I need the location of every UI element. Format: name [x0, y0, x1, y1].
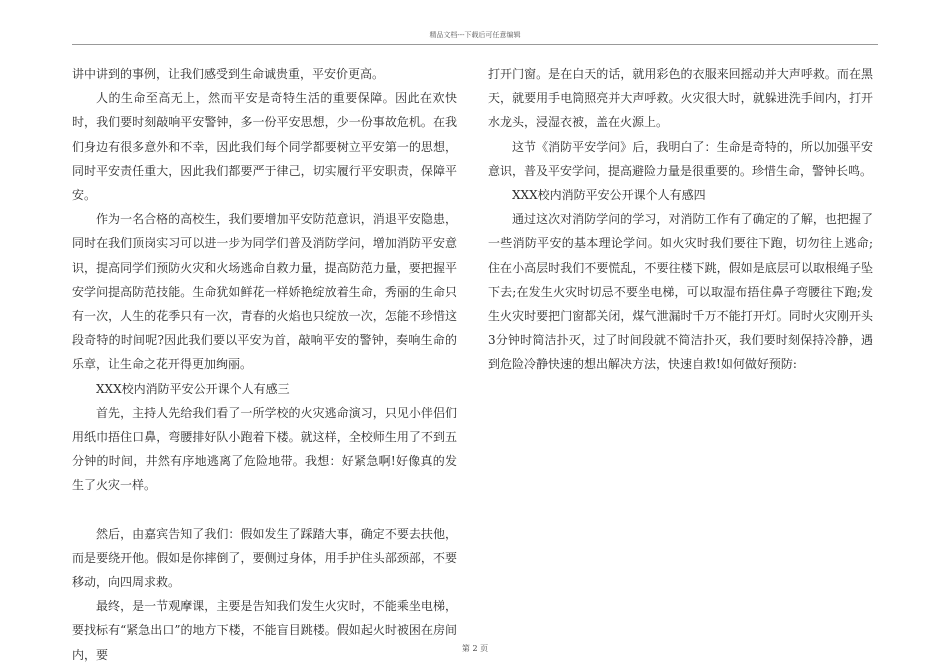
right-column — [488, 62, 873, 377]
header-divider — [72, 44, 878, 45]
paragraph: 讲中讲到的事例，让我们感受到生命诚贵重，平安价更高。 — [72, 67, 385, 81]
paragraph: 然后，由嘉宾告知了我们：假如发生了踩踏大事，确定不要去扶他，而是要绕开他。假如是你摔倒了，要侧过身体，用手护住头部颈部，不要移动，向四周求救。 — [72, 526, 457, 590]
paragraph: 最终，是一节观摩课，主要是告知我们发生火灾时，不能乘坐电梯，要找标有“紧急出口”的地方下楼，不能盲目跳楼。假如起火时被困在房间内，要 — [72, 599, 457, 662]
page-header: 精品文档---下载后可任意编辑 — [429, 31, 521, 39]
paragraph: 通过这次对消防学问的学习，对消防工作有了确定的了解，也把握了一些消防平安的基本理论学问。如火灾时我们要往下跑，切勿往上逃命;住在小高层时我们不要慌乱，不要往楼下跳，假如是底层可以取根绳子坠下去;在发生火灾时切忌不要坐电梯，可以取湿布捂住鼻子弯腰往下跑;发生火灾时要把门窗都关闭，煤气泄漏时千万不能打开灯。同时火灾刚开头3分钟时简洁扑灭，过了时间段就不简洁扑灭，我们要时刻保持冷静，遇到危险冷静快速的想出解决方法，快速自救!如何做好预防: — [488, 212, 873, 372]
paragraph-gap — [72, 498, 457, 522]
paragraph: 这节《消防平安学问》后，我明白了：生命是奇特的，所以加强平安意识，普及平安学问，提高避险力量是很重要的。珍惜生命，警钟长鸣。 — [488, 139, 873, 178]
left-column — [72, 62, 457, 667]
paragraph: 作为一名合格的高校生，我们要增加平安防范意识，消退平安隐患，同时在我们顶岗实习可以进一步为同学们普及消防学问，增加消防平安意识，提高同学们预防火灾和火场逃命自救力量，提高防范力量，要把握平安学问提高防范技能。生命犹如鲜花一样娇艳绽放着生命，秀丽的生命只有一次，人生的花季只有一次，青春的火焰也只绽放一次，怎能不珍惜这段奇特的时间呢?因此我们要以平安为首，敲响平安的警钟，奏响生命的乐章，让生命之花开得更加绚丽。 — [72, 212, 457, 372]
section-heading: XXX校内消防平安公开课个人有感三 — [96, 381, 290, 396]
page-number: 第 2 页 — [461, 644, 489, 653]
paragraph: 人的生命至高无上，然而平安是奇特生活的重要保障。因此在欢快时，我们要时刻敲响平安警钟，多一份平安思想，少一份事故危机。在我们身边有很多意外和不幸，因此我们每个同学都要树立平安第一的思想，同时平安责任重大，因此我们都要严于律己，切实履行平安职责，保障平安。 — [72, 91, 457, 203]
paragraph: 首先，主持人先给我们看了一所学校的火灾逃命演习，只见小伴侣们用纸巾捂住口鼻，弯腰排好队小跑着下楼。就这样，全校师生用了不到五分钟的时间，井然有序地逃离了危险地带。我想：好紧急啊!好像真的发生了火灾一样。 — [72, 405, 457, 493]
paragraph: 打开门窗。是在白天的话，就用彩色的衣服来回摇动并大声呼救。而在黑天，就要用手电筒照亮并大声呼救。火灾很大时，就躲进洗手间内，打开水龙头，浸湿衣被，盖在火源上。 — [488, 67, 873, 130]
section-heading: XXX校内消防平安公开课个人有感四 — [512, 188, 706, 203]
